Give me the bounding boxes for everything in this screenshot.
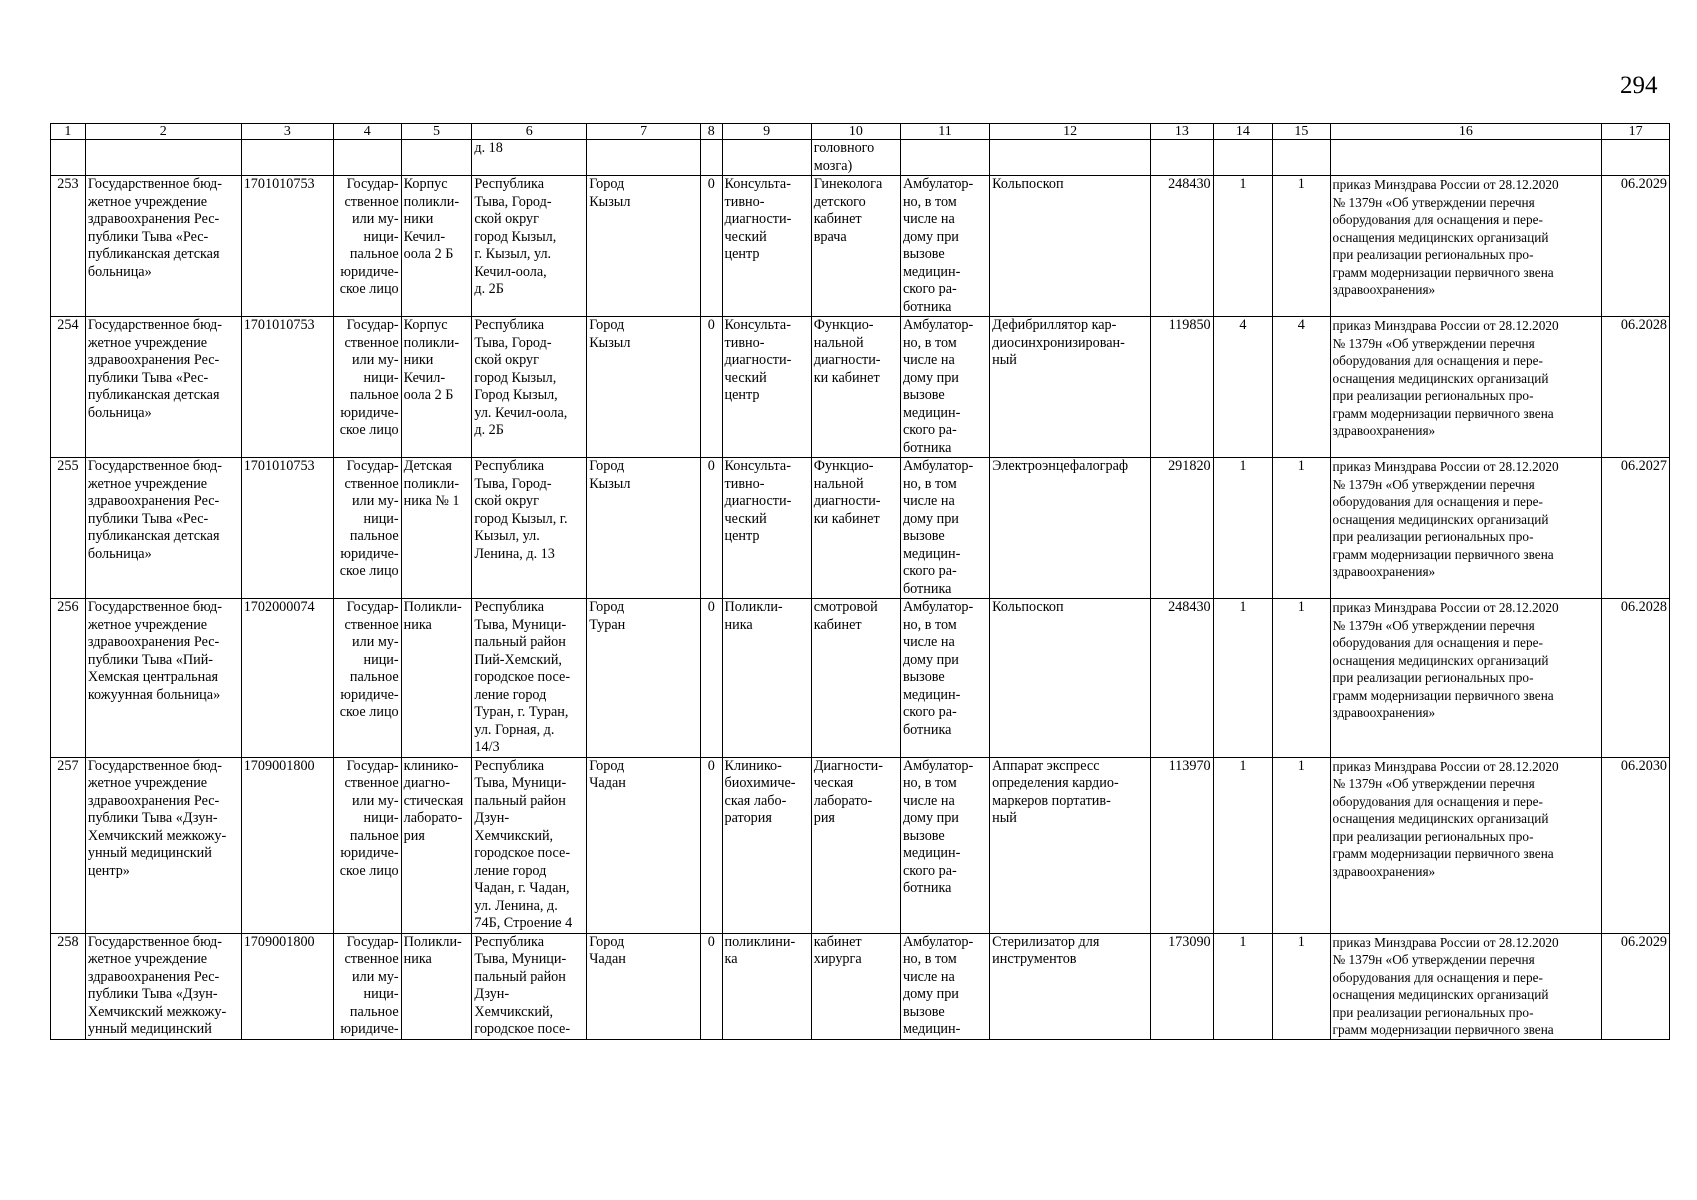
- column-number: 14: [1213, 124, 1272, 140]
- cell-quantity: [1213, 317, 1272, 458]
- cell-building: [401, 458, 472, 599]
- cell-quantity-total: [1273, 599, 1330, 758]
- cell-inn: [241, 458, 333, 599]
- cell-price: [1151, 757, 1214, 933]
- organization-name-text: Государственное бюд- жетное учреждение здравоохранения Рес- публики Тыва «Дзун- Хемчикский межкожу- унный медицинский центр»: [87, 757, 227, 879]
- cell-care-conditions: [900, 458, 989, 599]
- cell-flag: [701, 317, 723, 458]
- cell-address: [472, 458, 587, 599]
- cell-address: [472, 757, 587, 933]
- cell-quantity: [1213, 599, 1272, 758]
- cell-delivery-date: [1602, 599, 1670, 758]
- flag-text: 0: [707, 599, 715, 615]
- cell-care-conditions: [900, 933, 989, 1039]
- quantity-total-text: 4: [1297, 317, 1305, 333]
- row-number-text: 258: [57, 933, 79, 950]
- flag-text: 0: [707, 757, 715, 774]
- cell-address: [472, 317, 587, 458]
- column-number: 16: [1330, 124, 1602, 140]
- cell-empty: [722, 140, 811, 176]
- organization-name-text: Государственное бюд- жетное учреждение здравоохранения Рес- публики Тыва «Пий- Хемская центральная кожуунная больница»: [87, 599, 222, 703]
- cell-organization-name: [85, 933, 241, 1039]
- department-text: поликлини- ка: [724, 933, 796, 967]
- cell-legal-form: [333, 599, 401, 758]
- quantity-text: 1: [1239, 458, 1247, 474]
- address-text: Республика Тыва, Город- ской округ город Кызыл, Город Кызыл, ул. Кечил-оола, д. 2Б: [474, 317, 568, 438]
- table-row: [51, 757, 1670, 933]
- cell-row-number: [51, 317, 86, 458]
- cell-delivery-date: [1602, 757, 1670, 933]
- cell-legal-form: [333, 757, 401, 933]
- cell-legal-form: [333, 933, 401, 1039]
- cell-empty: [587, 140, 701, 176]
- quantity-total-text: 1: [1297, 599, 1305, 615]
- basis-order-text: приказ Минздрава России от 28.12.2020 № 1379н «Об утверждении перечня оборудования для оснащения и пере- оснащения медицинских организаций при реализации региональных про- грамм модернизации первичного звена здравоохранения»: [1332, 318, 1559, 438]
- inn-text: 1709001800: [243, 757, 315, 774]
- cell-organization-name: [85, 599, 241, 758]
- quantity-total-text: 1: [1297, 933, 1305, 950]
- cell-inn: [241, 599, 333, 758]
- basis-order-text: приказ Минздрава России от 28.12.2020 № 1379н «Об утверждении перечня оборудования для оснащения и пере- оснащения медицинских организаций при реализации региональных про- грамм модернизации первичного звена здравоохранения»: [1332, 177, 1559, 297]
- organization-name-text: Государственное бюд- жетное учреждение здравоохранения Рес- публики Тыва «Рес- публиканская детская больница»: [87, 458, 222, 562]
- cell-basis-order: [1330, 933, 1602, 1039]
- column-number: 2: [85, 124, 241, 140]
- building-text: Детская поликли- ника № 1: [403, 458, 460, 509]
- cell-settlement: [587, 933, 701, 1039]
- cell-empty: [333, 140, 401, 176]
- quantity-total-text: 1: [1297, 458, 1305, 474]
- quantity-text: 4: [1239, 317, 1247, 333]
- cell-delivery-date: [1602, 458, 1670, 599]
- cell-settlement: [587, 317, 701, 458]
- address-text: Республика Тыва, Муници- пальный район Дзун- Хемчикский, городское посе- ление город Чадан, г. Чадан, ул. Ленина, д. 74Б, Строение 4: [474, 757, 573, 931]
- cell-empty: [990, 140, 1151, 176]
- cell-basis-order: [1330, 757, 1602, 933]
- room-text: Функцио- нальной диагности- ки кабинет: [813, 317, 881, 386]
- settlement-text: Город Чадан: [589, 757, 626, 791]
- cell-room: [811, 140, 900, 176]
- cell-delivery-date: [1602, 933, 1670, 1039]
- cell-flag: [701, 458, 723, 599]
- price-text: 248430: [1168, 176, 1211, 192]
- column-number: 13: [1151, 124, 1214, 140]
- delivery-date-text: 06.2027: [1620, 458, 1667, 474]
- equipment-text: Электроэнцефалограф: [992, 458, 1129, 474]
- legal-form-text: Государ- ственное или му- ници- пальное юридиче- ское лицо: [339, 317, 399, 438]
- column-number: 1: [51, 124, 86, 140]
- column-number-row: [51, 124, 1670, 140]
- basis-order-text: приказ Минздрава России от 28.12.2020 № 1379н «Об утверждении перечня оборудования для оснащения и пере- оснащения медицинских организаций при реализации региональных про- грамм модернизации первичного звена: [1332, 934, 1559, 1037]
- cell-row-number: [51, 933, 86, 1039]
- price-text: 119850: [1168, 317, 1211, 333]
- cell-building: [401, 933, 472, 1039]
- cell-equipment: [990, 458, 1151, 599]
- cell-empty: [1213, 140, 1272, 176]
- row-number-text: 257: [57, 757, 79, 774]
- cell-empty: [85, 140, 241, 176]
- column-number: 12: [990, 124, 1151, 140]
- basis-order-text: приказ Минздрава России от 28.12.2020 № 1379н «Об утверждении перечня оборудования для оснащения и пере- оснащения медицинских организаций при реализации региональных про- грамм модернизации первичного звена здравоохранения»: [1332, 758, 1559, 879]
- care-conditions-text: Амбулатор- но, в том числе на дому при вызове медицин- ского ра- ботника: [902, 176, 974, 315]
- column-number: 15: [1273, 124, 1330, 140]
- column-number: 7: [587, 124, 701, 140]
- cell-legal-form: [333, 176, 401, 317]
- cell-row-number: [51, 757, 86, 933]
- cell-address: [472, 933, 587, 1039]
- cell-address: [472, 599, 587, 758]
- quantity-total-text: 1: [1297, 757, 1305, 774]
- column-number: 10: [811, 124, 900, 140]
- cell-flag: [701, 933, 723, 1039]
- cell-organization-name: [85, 317, 241, 458]
- cell-department: [722, 317, 811, 458]
- building-text: Корпус поликли- ники Кечил- оола 2 Б: [403, 176, 460, 262]
- cell-quantity: [1213, 176, 1272, 317]
- cell-empty: [1330, 140, 1602, 176]
- cell-price: [1151, 599, 1214, 758]
- inn-text: 1701010753: [243, 458, 315, 474]
- cell-inn: [241, 176, 333, 317]
- delivery-date-text: 06.2028: [1620, 599, 1667, 615]
- cell-department: [722, 933, 811, 1039]
- cell-equipment: [990, 176, 1151, 317]
- cell-legal-form: [333, 317, 401, 458]
- legal-form-text: Государ- ственное или му- ници- пальное юридиче-: [340, 933, 399, 1037]
- cell-price: [1151, 458, 1214, 599]
- cell-department: [722, 757, 811, 933]
- organization-name-text: Государственное бюд- жетное учреждение здравоохранения Рес- публики Тыва «Рес- публиканская детская больница»: [87, 176, 222, 280]
- cell-address: [472, 176, 587, 317]
- room-text: головного мозга): [813, 140, 875, 174]
- cell-row-number: [51, 458, 86, 599]
- cell-quantity-total: [1273, 933, 1330, 1039]
- room-text: Гинеколога детского кабинет врача: [813, 176, 883, 245]
- cell-equipment: [990, 599, 1151, 758]
- legal-form-text: Государ- ственное или му- ници- пальное юридиче- ское лицо: [339, 599, 399, 720]
- cell-building: [401, 757, 472, 933]
- row-number-text: 255: [57, 458, 79, 474]
- cell-care-conditions: [900, 599, 989, 758]
- settlement-text: Город Чадан: [589, 933, 626, 967]
- organization-name-text: Государственное бюд- жетное учреждение здравоохранения Рес- публики Тыва «Рес- публиканская детская больница»: [87, 317, 222, 421]
- settlement-text: Город Кызыл: [589, 176, 631, 210]
- row-number-text: 253: [57, 176, 79, 192]
- cell-settlement: [587, 599, 701, 758]
- cell-basis-order: [1330, 458, 1602, 599]
- cell-price: [1151, 933, 1214, 1039]
- cell-department: [722, 599, 811, 758]
- delivery-date-text: 06.2029: [1620, 176, 1667, 192]
- cell-basis-order: [1330, 317, 1602, 458]
- care-conditions-text: Амбулатор- но, в том числе на дому при вызове медицин-: [902, 933, 974, 1037]
- equipment-registry-table: [50, 123, 1670, 1040]
- organization-name-text: Государственное бюд- жетное учреждение здравоохранения Рес- публики Тыва «Дзун- Хемчикский межкожу- унный медицинский: [87, 933, 227, 1037]
- row-number-text: 256: [57, 599, 79, 615]
- cell-care-conditions: [900, 317, 989, 458]
- cell-empty: [1273, 140, 1330, 176]
- cell-building: [401, 317, 472, 458]
- flag-text: 0: [707, 176, 715, 192]
- cell-room: [811, 757, 900, 933]
- cell-building: [401, 176, 472, 317]
- cell-equipment: [990, 933, 1151, 1039]
- basis-order-text: приказ Минздрава России от 28.12.2020 № 1379н «Об утверждении перечня оборудования для оснащения и пере- оснащения медицинских организаций при реализации региональных про- грамм модернизации первичного звена здравоохранения»: [1332, 459, 1559, 579]
- cell-care-conditions: [900, 757, 989, 933]
- column-number: 4: [333, 124, 401, 140]
- cell-empty: [401, 140, 472, 176]
- cell-department: [722, 176, 811, 317]
- care-conditions-text: Амбулатор- но, в том числе на дому при вызове медицин- ского ра- ботника: [902, 458, 974, 597]
- cell-quantity-total: [1273, 458, 1330, 599]
- quantity-text: 1: [1239, 599, 1247, 615]
- inn-text: 1709001800: [243, 933, 315, 950]
- equipment-text: Дефибриллятор кар- диосинхронизирован- ный: [992, 317, 1125, 368]
- cell-empty: [241, 140, 333, 176]
- legal-form-text: Государ- ственное или му- ници- пальное юридиче- ское лицо: [339, 176, 399, 297]
- cell-quantity: [1213, 757, 1272, 933]
- price-text: 113970: [1168, 757, 1211, 774]
- legal-form-text: Государ- ственное или му- ници- пальное юридиче- ское лицо: [339, 757, 399, 879]
- cell-price: [1151, 317, 1214, 458]
- quantity-text: 1: [1239, 757, 1247, 774]
- column-number: 3: [241, 124, 333, 140]
- settlement-text: Город Туран: [589, 599, 626, 633]
- column-number: 11: [900, 124, 989, 140]
- cell-settlement: [587, 757, 701, 933]
- equipment-text: Кольпоскоп: [992, 599, 1064, 615]
- cell-room: [811, 933, 900, 1039]
- cell-room: [811, 458, 900, 599]
- inn-text: 1701010753: [243, 176, 315, 192]
- legal-form-text: Государ- ственное или му- ници- пальное юридиче- ское лицо: [339, 458, 399, 579]
- cell-price: [1151, 176, 1214, 317]
- cell-room: [811, 599, 900, 758]
- quantity-total-text: 1: [1297, 176, 1305, 192]
- room-text: Диагности- ческая лаборато- рия: [813, 757, 883, 826]
- cell-basis-order: [1330, 176, 1602, 317]
- cell-department: [722, 458, 811, 599]
- settlement-text: Город Кызыл: [589, 458, 631, 492]
- table-row: [51, 933, 1670, 1039]
- price-text: 291820: [1168, 458, 1211, 474]
- care-conditions-text: Амбулатор- но, в том числе на дому при вызове медицин- ского ра- ботника: [902, 757, 974, 896]
- cell-quantity-total: [1273, 317, 1330, 458]
- delivery-date-text: 06.2028: [1620, 317, 1667, 333]
- care-conditions-text: Амбулатор- но, в том числе на дому при вызове медицин- ского ра- ботника: [902, 317, 974, 456]
- table-row: [51, 458, 1670, 599]
- department-text: Поликли- ника: [724, 599, 783, 633]
- column-number: 6: [472, 124, 587, 140]
- cell-organization-name: [85, 458, 241, 599]
- column-number: 8: [701, 124, 723, 140]
- column-number: 9: [722, 124, 811, 140]
- address-text: Республика Тыва, Город- ской округ город Кызыл, г. Кызыл, ул. Кечил-оола, д. 2Б: [474, 176, 557, 297]
- row-number-text: 254: [57, 317, 79, 333]
- room-text: Функцио- нальной диагности- ки кабинет: [813, 458, 881, 527]
- building-text: Поликли- ника: [403, 933, 462, 967]
- cell-flag: [701, 757, 723, 933]
- equipment-text: Кольпоскоп: [992, 176, 1064, 192]
- department-text: Консульта- тивно- диагности- ческий центр: [724, 458, 792, 544]
- cell-delivery-date: [1602, 317, 1670, 458]
- cell-building: [401, 599, 472, 758]
- building-text: Поликли- ника: [403, 599, 462, 633]
- room-text: кабинет хирурга: [813, 933, 862, 967]
- cell-empty: [701, 140, 723, 176]
- delivery-date-text: 06.2030: [1620, 757, 1667, 774]
- flag-text: 0: [707, 933, 715, 950]
- cell-organization-name: [85, 757, 241, 933]
- room-text: смотровой кабинет: [813, 599, 878, 633]
- price-text: 248430: [1168, 599, 1211, 615]
- continuation-row: [51, 140, 1670, 176]
- column-number: 17: [1602, 124, 1670, 140]
- cell-inn: [241, 933, 333, 1039]
- department-text: Консульта- тивно- диагности- ческий центр: [724, 317, 792, 403]
- table-row: [51, 599, 1670, 758]
- address-text: Республика Тыва, Муници- пальный район Дзун- Хемчикский, городское посе-: [474, 933, 571, 1037]
- department-text: Консульта- тивно- диагности- ческий центр: [724, 176, 792, 262]
- cell-empty: [1151, 140, 1214, 176]
- inn-text: 1701010753: [243, 317, 315, 333]
- cell-empty: [51, 140, 86, 176]
- delivery-date-text: 06.2029: [1620, 933, 1667, 950]
- cell-quantity: [1213, 933, 1272, 1039]
- cell-flag: [701, 599, 723, 758]
- cell-row-number: [51, 599, 86, 758]
- address-text: Республика Тыва, Город- ской округ город Кызыл, г. Кызыл, ул. Ленина, д. 13: [474, 458, 568, 562]
- cell-quantity: [1213, 458, 1272, 599]
- department-text: Клинико- биохимиче- ская лабо- ратория: [724, 757, 796, 826]
- cell-empty: [900, 140, 989, 176]
- settlement-text: Город Кызыл: [589, 317, 631, 351]
- cell-equipment: [990, 317, 1151, 458]
- care-conditions-text: Амбулатор- но, в том числе на дому при вызове медицин- ского ра- ботника: [902, 599, 974, 738]
- table-row: [51, 317, 1670, 458]
- flag-text: 0: [707, 317, 715, 333]
- cell-legal-form: [333, 458, 401, 599]
- building-text: клинико- диагно- стическая лаборато- рия: [403, 757, 464, 844]
- price-text: 173090: [1168, 933, 1211, 950]
- cell-room: [811, 176, 900, 317]
- equipment-text: Стерилизатор для инструментов: [992, 933, 1100, 967]
- equipment-text: Аппарат экспресс определения кардио- маркеров портатив- ный: [992, 757, 1119, 826]
- cell-empty: [1602, 140, 1670, 176]
- cell-basis-order: [1330, 599, 1602, 758]
- flag-text: 0: [707, 458, 715, 474]
- address-text: д. 18: [474, 140, 503, 156]
- cell-delivery-date: [1602, 176, 1670, 317]
- cell-row-number: [51, 176, 86, 317]
- building-text: Корпус поликли- ники Кечил- оола 2 Б: [403, 317, 460, 403]
- quantity-text: 1: [1239, 176, 1247, 192]
- inn-text: 1702000074: [243, 599, 315, 615]
- cell-settlement: [587, 458, 701, 599]
- cell-care-conditions: [900, 176, 989, 317]
- cell-inn: [241, 317, 333, 458]
- cell-flag: [701, 176, 723, 317]
- column-number: 5: [401, 124, 472, 140]
- cell-quantity-total: [1273, 757, 1330, 933]
- table-body: [51, 124, 1670, 1040]
- cell-settlement: [587, 176, 701, 317]
- cell-organization-name: [85, 176, 241, 317]
- basis-order-text: приказ Минздрава России от 28.12.2020 № 1379н «Об утверждении перечня оборудования для оснащения и пере- оснащения медицинских организаций при реализации региональных про- грамм модернизации первичного звена здравоохранения»: [1332, 600, 1559, 720]
- quantity-text: 1: [1239, 933, 1247, 950]
- cell-inn: [241, 757, 333, 933]
- page-number: 294: [1620, 72, 1658, 99]
- cell-equipment: [990, 757, 1151, 933]
- cell-address: [472, 140, 587, 176]
- cell-room: [811, 317, 900, 458]
- address-text: Республика Тыва, Муници- пальный район Пий-Хемский, городское посе- ление город Туран, г. Туран, ул. Горная, д. 14/3: [474, 599, 571, 755]
- cell-quantity-total: [1273, 176, 1330, 317]
- table-row: [51, 176, 1670, 317]
